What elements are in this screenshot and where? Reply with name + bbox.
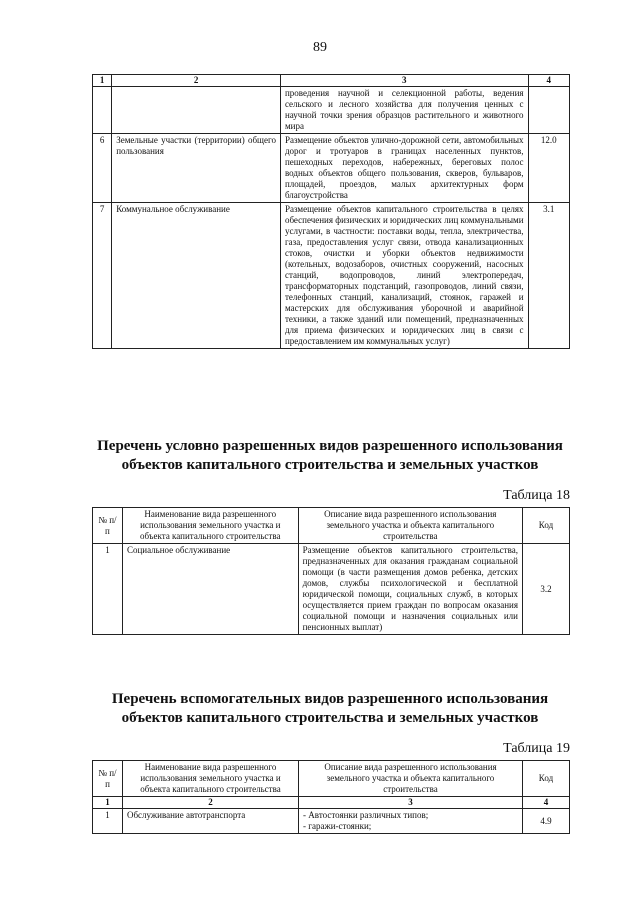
table-row bbox=[93, 134, 570, 203]
table-row bbox=[93, 809, 570, 834]
section-title-auxiliary-uses bbox=[60, 690, 600, 728]
table-caption: Таблица 18 bbox=[503, 488, 570, 503]
row-code: 3.2 bbox=[522, 544, 569, 635]
column-number: 2 bbox=[112, 75, 281, 87]
row-name: Обслуживание автотранспорта bbox=[122, 809, 298, 834]
row-number: 6 bbox=[93, 134, 112, 203]
row-name: Земельные участки (территории) общего пользования bbox=[112, 134, 281, 203]
row-number: 1 bbox=[93, 809, 123, 834]
section-title-line: объектов капитального строительства и земельных участков bbox=[121, 457, 539, 473]
header-name: Наименование вида разрешенного использования земельного участка и объекта капитального строительства bbox=[122, 761, 298, 797]
table-row bbox=[93, 544, 570, 635]
row-name bbox=[112, 87, 281, 134]
row-description bbox=[299, 809, 523, 834]
header-description: Описание вида разрешенного использования земельного участка и объекта капитального строительства bbox=[299, 761, 523, 797]
table-header-row bbox=[93, 761, 570, 797]
header-code: Код bbox=[522, 761, 569, 797]
header-description: Описание вида разрешенного использования земельного участка и объекта капитального строительства bbox=[298, 508, 522, 544]
row-description: Размещение объектов улично-дорожной сети, автомобильных дорог и тротуаров в границах населенных пунктов, пешеходных переходов, набережных, береговых полос водных объектов общего пользования, скверов, бульваров, площадей, проездов, малых архитектурных форм благоустройства bbox=[280, 134, 528, 203]
column-number: 1 bbox=[93, 797, 123, 809]
section-title-line: Перечень условно разрешенных видов разрешенного использования bbox=[97, 438, 563, 454]
column-number: 3 bbox=[280, 75, 528, 87]
section-title-conditional-uses bbox=[60, 437, 600, 475]
column-number: 2 bbox=[122, 797, 298, 809]
table-18 bbox=[92, 507, 570, 635]
row-code bbox=[528, 87, 569, 134]
row-number: 7 bbox=[93, 203, 112, 349]
row-description: Размещение объектов капитального строительства, предназначенных для оказания гражданам социальной помощи (в части размещения домов ребенка, детских домов, службы психологической и бесплатной юридической помощи, социальных служб, в которых осуществляется прием граждан по вопросам оказания социальной помощи и назначения социальных или пенсионных выплат) bbox=[298, 544, 522, 635]
column-number: 4 bbox=[528, 75, 569, 87]
row-number bbox=[93, 87, 112, 134]
column-number: 1 bbox=[93, 75, 112, 87]
row-description: проведения научной и селекционной работы, ведения сельского и лесного хозяйства для получения ценных с научной точки зрения образцов растительного и животного мира bbox=[280, 87, 528, 134]
header-code: Код bbox=[522, 508, 569, 544]
row-code: 12.0 bbox=[528, 134, 569, 203]
section-title-line: объектов капитального строительства и земельных участков bbox=[121, 710, 539, 726]
section-title-line: Перечень вспомогательных видов разрешенного использования bbox=[111, 691, 549, 707]
row-code: 4.9 bbox=[522, 809, 569, 834]
table-row bbox=[93, 203, 570, 349]
column-number: 4 bbox=[522, 797, 569, 809]
column-number-row bbox=[93, 75, 570, 87]
header-num: № п/п bbox=[93, 508, 123, 544]
page-number: 89 bbox=[313, 40, 327, 55]
column-number-row bbox=[93, 797, 570, 809]
table-permitted-uses-continued bbox=[92, 74, 570, 349]
list-item: - Автостоянки различных типов; bbox=[303, 810, 429, 820]
list-item: - гаражи-стоянки; bbox=[303, 821, 372, 831]
row-description: Размещение объектов капитального строительства в целях обеспечения физических и юридических лиц коммунальными услугами, в частности: поставки воды, тепла, электричества, газа, предоставления услуг связи, отвода канализационных стоков, очистки и уборки объектов недвижимости (котельных, водозаборов, очистных сооружений, насосных станций, водопроводов, линий электропередач, трансформаторных подстанций, газопроводов, линий связи, телефонных станций, канализаций, стоянок, гаражей и мастерских для обслуживания уборочной и аварийной техники, а также зданий или помещений, предназначенных для приема физических и юридических лиц в связи с предоставлением им коммунальных услуг) bbox=[280, 203, 528, 349]
table-header-row bbox=[93, 508, 570, 544]
row-name: Коммунальное обслуживание bbox=[112, 203, 281, 349]
table-caption: Таблица 19 bbox=[503, 741, 570, 756]
row-number: 1 bbox=[93, 544, 123, 635]
header-num: № п/п bbox=[93, 761, 123, 797]
row-name: Социальное обслуживание bbox=[122, 544, 298, 635]
table-19 bbox=[92, 760, 570, 834]
header-name: Наименование вида разрешенного использования земельного участка и объекта капитального строительства bbox=[122, 508, 298, 544]
column-number: 3 bbox=[299, 797, 523, 809]
table-row bbox=[93, 87, 570, 134]
row-code: 3.1 bbox=[528, 203, 569, 349]
